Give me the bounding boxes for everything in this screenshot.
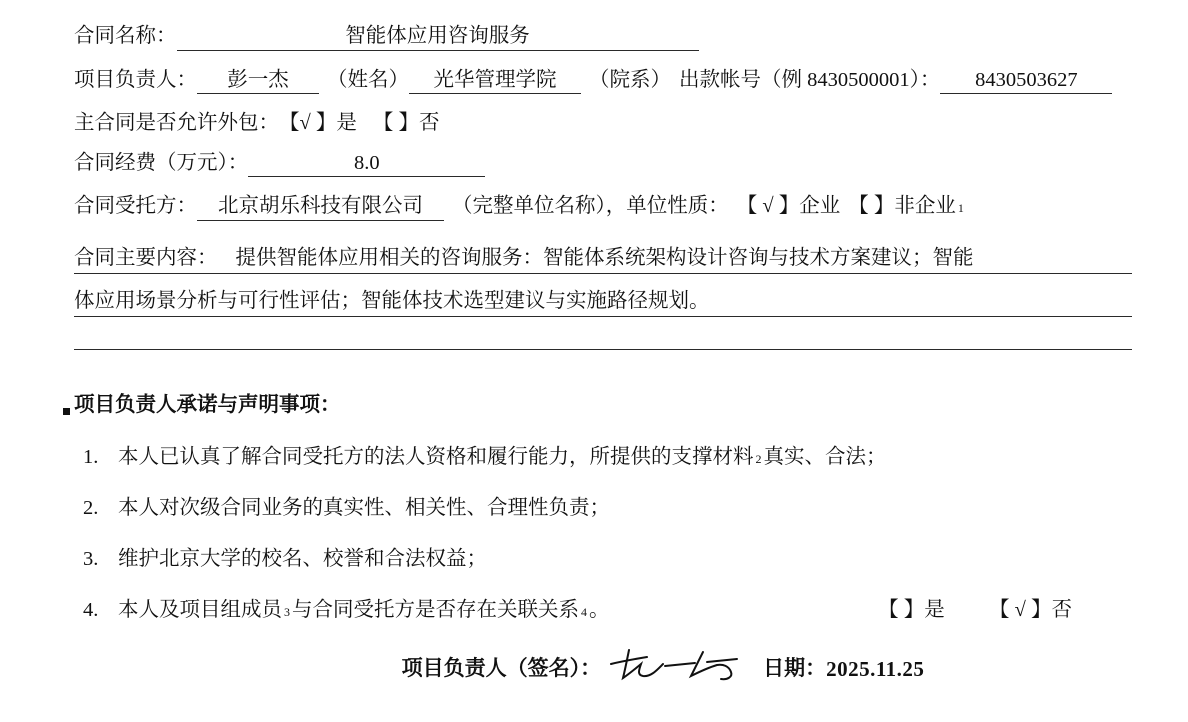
signature-label: 项目负责人（签名）： [401, 655, 602, 680]
contract-fee-label: 合同经费（万元）： [74, 151, 249, 174]
outsource-label: 主合同是否允许外包： [74, 112, 279, 134]
contract-content-block [74, 240, 1132, 350]
list-item-text: 维护北京大学的校名、校誉和合法权益； [118, 547, 487, 570]
account-value[interactable]: 8430503627 [940, 70, 1112, 95]
handwritten-signature[interactable] [607, 648, 757, 682]
commitments-heading [74, 387, 1132, 417]
contract-content-line-2 [74, 283, 1132, 317]
contract-party-row [74, 196, 1132, 221]
footnote-marker-2: 4 [581, 604, 587, 619]
list-item-text-end: 。 [589, 598, 610, 621]
contract-party-label: 合同受托方： [74, 195, 197, 217]
project-leader-label: 项目负责人： [74, 68, 197, 91]
department-value[interactable]: 光华管理学院 [409, 70, 581, 95]
contract-party-value[interactable]: 北京胡乐科技有限公司 [197, 196, 444, 221]
square-bullet-icon [63, 408, 70, 415]
list-item-number: 1. [83, 445, 99, 468]
signature-date-label: 日期： [763, 655, 827, 680]
list-item [74, 439, 1132, 469]
project-leader-value[interactable]: 彭一杰 [197, 70, 319, 95]
contract-party-hint: （完整单位名称），单位性质： [452, 195, 729, 217]
list-item-text: 本人及项目组成员 [118, 598, 282, 621]
list-item-text: 本人已认真了解合同受托方的法人资格和履行能力，所提供的支撑材料 [118, 445, 754, 468]
outsource-row [74, 113, 1132, 134]
contract-name-row [74, 26, 1132, 51]
list-item-number: 3. [83, 547, 99, 570]
footnote-marker: 3 [284, 604, 290, 619]
signature-date-value[interactable]: 2025.11.25 [826, 656, 925, 681]
relation-choice [878, 592, 1132, 622]
commitments-heading-text: 项目负责人承诺与声明事项： [74, 393, 341, 416]
footnote-marker: 2 [755, 451, 762, 466]
list-item [74, 490, 1132, 520]
contract-content-line-3-blank[interactable] [74, 326, 1132, 350]
list-item [74, 592, 1132, 622]
contract-fee-value[interactable]: 8.0 [248, 153, 485, 178]
list-item-text-tail: 与合同受托方是否存在关联关系 [292, 598, 579, 621]
contract-content-value-line1[interactable]: 提供智能体应用相关的咨询服务：智能体系统架构设计咨询与技术方案建议；智能 [235, 246, 974, 269]
list-item-text: 本人对次级合同业务的真实性、相关性、合理性负责； [118, 496, 610, 519]
contract-name-value[interactable]: 智能体应用咨询服务 [177, 26, 699, 51]
party-type-footnote-marker: 1 [957, 201, 964, 215]
relation-no-checkbox[interactable]: 【 √ 】否 [988, 598, 1072, 621]
project-leader-hint: （姓名） [327, 68, 409, 91]
party-type-non-enterprise-checkbox[interactable]: 【 】非企业 [848, 195, 956, 217]
department-hint: （院系） [589, 68, 671, 91]
relation-yes-checkbox[interactable]: 【 】是 [878, 598, 945, 621]
list-item-text-tail: 真实、合法； [763, 445, 887, 468]
contract-content-line-1 [74, 240, 1132, 274]
list-item [74, 541, 1132, 571]
list-item-number: 4. [83, 598, 99, 621]
outsource-yes-checkbox[interactable]: 【√ 】是 [279, 112, 357, 134]
signature-row [74, 648, 1132, 682]
account-label: 出款帐号（例 8430500001）： [679, 68, 941, 91]
contract-name-label: 合同名称： [74, 25, 177, 47]
contract-content-label: 合同主要内容： [74, 246, 218, 269]
contract-content-value-line2[interactable]: 体应用场景分析与可行性评估；智能体技术选型建议与实施路径规划。 [74, 289, 710, 312]
commitments-list [74, 439, 1132, 622]
party-type-enterprise-checkbox[interactable]: 【 √ 】企业 [736, 195, 841, 217]
outsource-no-checkbox[interactable]: 【 】否 [372, 112, 440, 134]
list-item-number: 2. [83, 496, 99, 519]
contract-fee-row [74, 153, 1132, 178]
project-leader-row [74, 70, 1132, 95]
